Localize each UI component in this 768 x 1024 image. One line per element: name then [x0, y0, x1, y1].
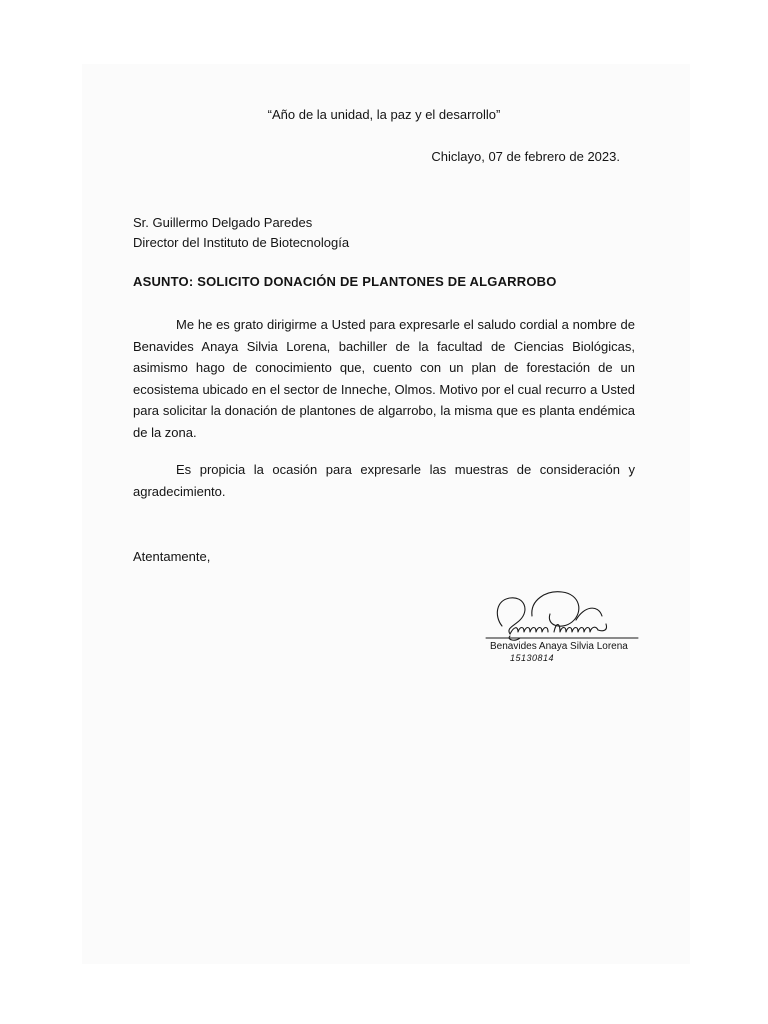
scanned-sheet — [82, 64, 690, 964]
recipient-name: Sr. Guillermo Delgado Paredes — [133, 215, 313, 230]
place-date: Chiclayo, 07 de febrero de 2023. — [431, 149, 620, 164]
body-paragraph-2: Es propicia la ocasión para expresarle las muestras de consideración y agradecimiento. — [133, 462, 635, 499]
signer-name: Benavides Anaya Silvia Lorena — [490, 641, 628, 652]
handwritten-signature — [480, 586, 650, 646]
body-paragraph-1: Me he es grato dirigirme a Usted para expresarle el saludo cordial a nombre de Benavides Anaya Silvia Lorena, bachiller de la facultad de Ciencias Biológicas, asimismo hago de conocimiento que, cuento con un plan de forestación de un ecosistema ubicado en el sector de Inneche, Olmos. Motivo por el cual recurro a Usted para solicitar la donación de plantones de algarrobo, la misma que es planta endémica de la zona. — [133, 317, 635, 440]
signer-code: 1513081​4 — [510, 653, 555, 663]
recipient-title: Director del Instituto de Biotecnología — [133, 235, 350, 250]
signature-block — [480, 586, 650, 676]
year-motto: “Año de la unidad, la paz y el desarrollo” — [267, 107, 501, 122]
closing-salutation: Atentamente, — [133, 549, 211, 564]
subject-line: ASUNTO: SOLICITO DONACIÓN DE PLANTONES DE ALGARROBO — [133, 274, 557, 289]
recipient-block — [133, 213, 349, 253]
